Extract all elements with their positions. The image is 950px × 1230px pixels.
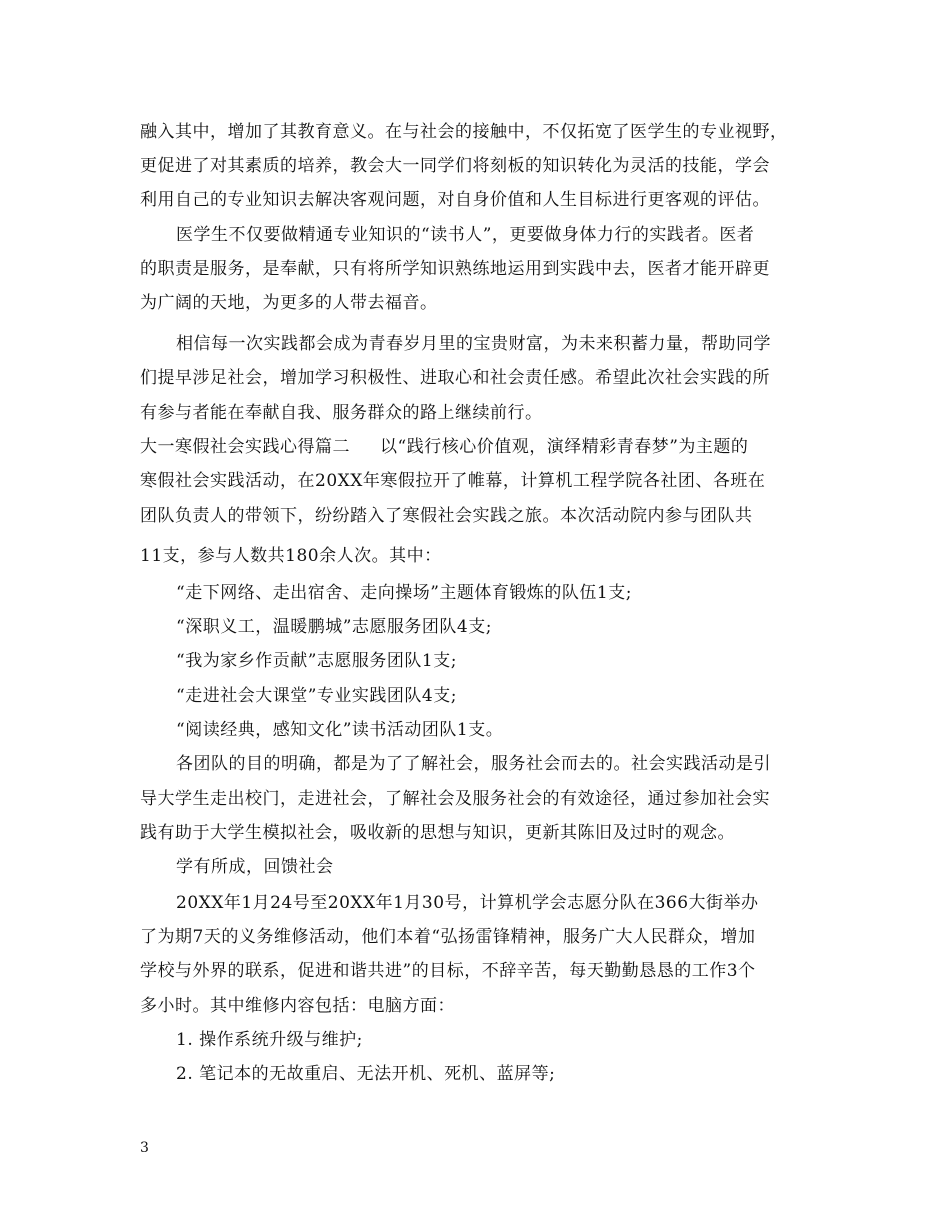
list-item: “我为家乡作贡献”志愿服务团队1支; xyxy=(176,651,457,671)
text-line: 有参与者能在奉献自我、服务群众的路上继续前行。 xyxy=(140,403,543,423)
text-line: 学校与外界的联系，促进和谐共进”的目标，不辞辛苦，每天勤勤恳恳的工作3个 xyxy=(140,961,756,981)
list-item: “阅读经典，感知文化”读书活动团队1支。 xyxy=(176,720,504,740)
text-line: 导大学生走出校门，走进社会，了解社会及服务社会的有效途径，通过参加社会实 xyxy=(140,789,770,809)
text-line: 寒假社会实践活动，在20XX年寒假拉开了帷幕，计算机工程学院各社团、各班在 xyxy=(140,471,766,491)
subheading: 学有所成，回馈社会 xyxy=(176,857,334,877)
section-heading-line xyxy=(140,437,748,459)
text-line: 为广阔的天地，为更多的人带去福音。 xyxy=(140,293,438,313)
text-line: 践有助于大学生模拟社会，吸收新的思想与知识，更新其陈旧及过时的观念。 xyxy=(140,823,735,843)
list-item: “走下网络、走出宿舍、走向操场”主题体育锻炼的队伍1支; xyxy=(176,583,632,603)
section-intro-text: 以“践行核心价值观，演绎精彩青春梦”为主题的 xyxy=(380,437,749,457)
paragraph-first-line: 相信每一次实践都会成为青春岁月里的宝贵财富，为未来积蓄力量，帮助同学 xyxy=(176,334,771,354)
paragraph-first-line: 各团队的目的明确，都是为了了解社会，服务社会而去的。社会实践活动是引 xyxy=(176,754,771,774)
page-number: 3 xyxy=(140,1140,149,1156)
text-line: 们提早涉足社会，增加学习积极性、进取心和社会责任感。希望此次社会实践的所 xyxy=(140,368,770,388)
numbered-item: 1. 操作系统升级与维护; xyxy=(176,1030,363,1050)
list-item: “走进社会大课堂”专业实践团队4支; xyxy=(176,686,457,706)
section-heading: 大一寒假社会实践心得篇二 xyxy=(140,437,350,457)
text-line: 11支，参与人数共180余人次。其中： xyxy=(140,546,442,566)
paragraph-first-line: 医学生不仅要做精通专业知识的“读书人”，更要做身体力行的实践者。医者 xyxy=(176,225,755,245)
text-line: 团队负责人的带领下，纷纷踏入了寒假社会实践之旅。本次活动院内参与团队共 xyxy=(140,506,753,526)
list-item: “深职义工，温暖鹏城”志愿服务团队4支; xyxy=(176,617,492,637)
text-line: 融入其中，增加了其教育意义。在与社会的接触中，不仅拓宽了医学生的专业视野， xyxy=(140,122,788,142)
paragraph-first-line: 20XX年1月24号至20XX年1月30号，计算机学会志愿分队在366大街举办 xyxy=(176,893,759,913)
text-line: 更促进了对其素质的培养，教会大一同学们将刻板的知识转化为灵活的技能，学会 xyxy=(140,156,770,176)
text-line: 的职责是服务，是奉献，只有将所学知识熟练地运用到实践中去，医者才能开辟更 xyxy=(140,259,770,279)
text-line: 利用自己的专业知识去解决客观问题，对自身价值和人生目标进行更客观的评估。 xyxy=(140,190,770,210)
text-line: 多小时。其中维修内容包括：电脑方面： xyxy=(140,996,455,1016)
numbered-item: 2. 笔记本的无故重启、无法开机、死机、蓝屏等; xyxy=(176,1064,556,1084)
text-line: 了为期7天的义务维修活动，他们本着“弘扬雷锋精神，服务广大人民群众，增加 xyxy=(140,927,756,947)
